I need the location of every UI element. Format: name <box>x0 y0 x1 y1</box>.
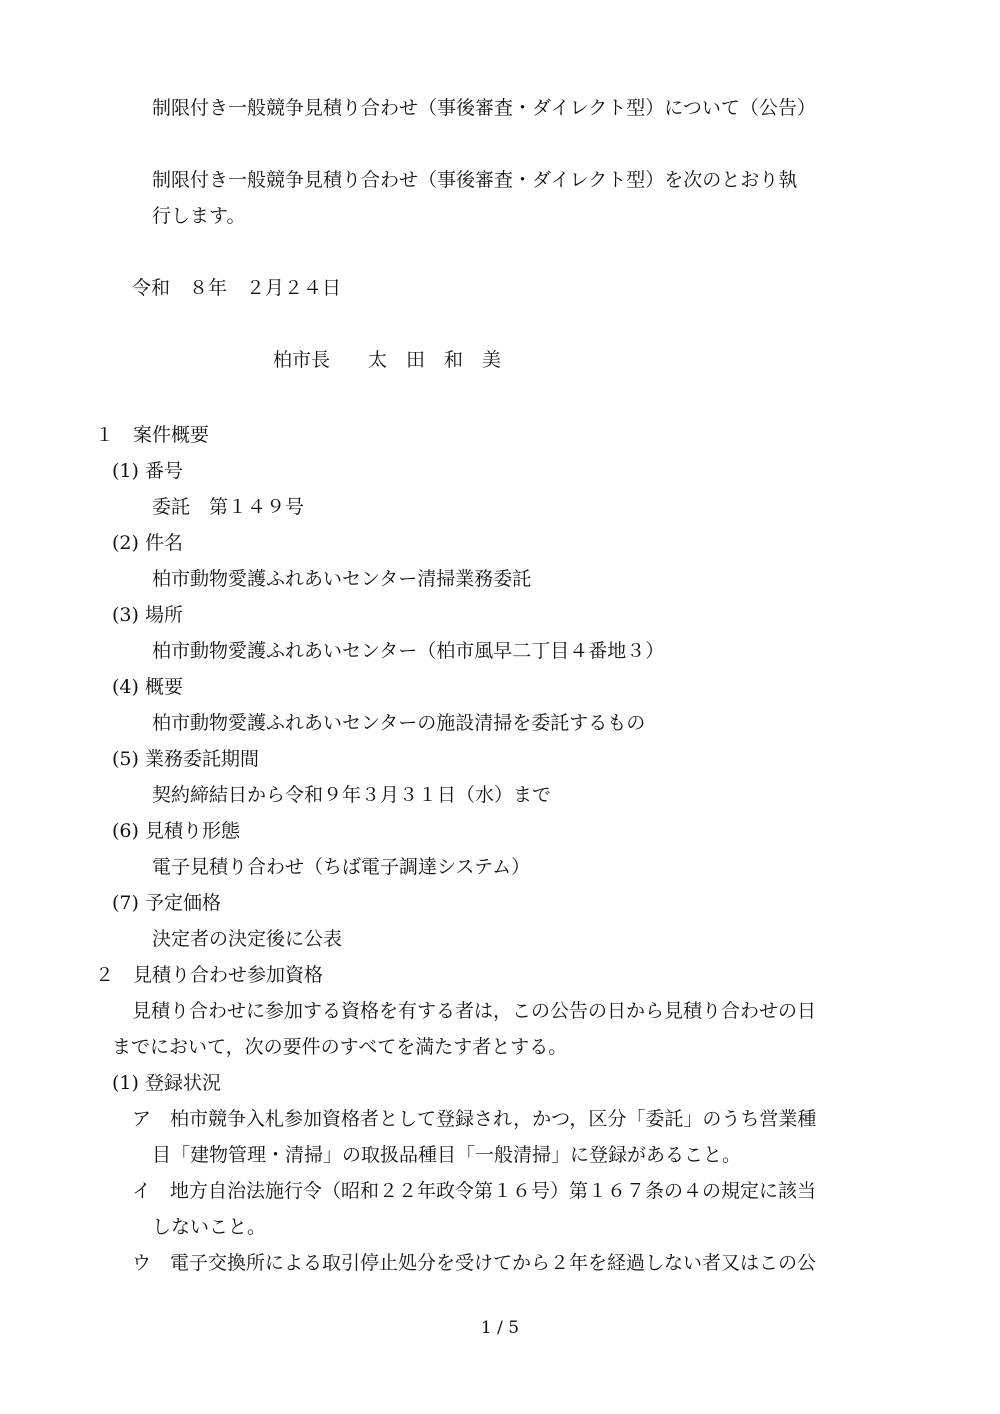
intro-line-1: 制限付き一般競争見積り合わせ（事後審査・ダイレクト型）を次のとおり執 <box>152 169 798 191</box>
item-label: (7) 予定価格 <box>112 892 221 914</box>
section-2-body-line-1: 見積り合わせに参加する資格を有する者は，この公告の日から見積り合わせの日 <box>132 1000 817 1022</box>
item-label: (5) 業務委託期間 <box>112 748 259 770</box>
item-value: 委託 第１４９号 <box>152 496 305 518</box>
item-value: 柏市動物愛護ふれあいセンター清掃業務委託 <box>152 568 532 590</box>
clause-u-line-1: ウ 電子交換所による取引停止処分を受けてから２年を経過しない者又はこの公 <box>132 1252 817 1274</box>
item-label: (1) 番号 <box>112 460 183 482</box>
section-2-body-line-2: までにおいて，次の要件のすべてを満たす者とする。 <box>112 1036 568 1058</box>
notice-title: 制限付き一般競争見積り合わせ（事後審査・ダイレクト型）について（公告） <box>152 97 816 119</box>
item-value: 柏市動物愛護ふれあいセンター（柏市風早二丁目４番地３） <box>152 640 665 662</box>
section-1-heading: １ 案件概要 <box>95 424 210 446</box>
signer: 柏市長 太 田 和 美 <box>273 349 502 371</box>
item-value: 電子見積り合わせ（ちば電子調達システム） <box>152 856 531 878</box>
clause-a-line-1: ア 柏市競争入札参加資格者として登録され，かつ，区分「委託」のうち営業種 <box>132 1108 817 1130</box>
page-number: 1 / 5 <box>480 1318 520 1338</box>
item-label: (3) 場所 <box>112 604 183 626</box>
item-label: (4) 概要 <box>112 676 183 698</box>
notice-date: 令和 ８年 ２月２４日 <box>132 277 342 299</box>
item-value: 柏市動物愛護ふれあいセンターの施設清掃を委託するもの <box>152 712 646 734</box>
section-2-heading: ２ 見積り合わせ参加資格 <box>95 964 324 986</box>
item-label: (6) 見積り形態 <box>112 820 240 842</box>
intro-line-2: 行します。 <box>152 205 246 227</box>
clause-i-line-1: イ 地方自治法施行令（昭和２２年政令第１６号）第１６７条の４の規定に該当 <box>132 1180 817 1202</box>
item-value: 契約締結日から令和９年３月３１日（水）まで <box>152 784 552 806</box>
item-value: 決定者の決定後に公表 <box>152 928 343 950</box>
clause-i-line-2: しないこと。 <box>152 1216 267 1238</box>
sub-heading-registration: (1) 登録状況 <box>112 1072 221 1094</box>
clause-a-line-2: 目「建物管理・清掃」の取扱品種目「一般清掃」に登録があること。 <box>152 1144 742 1166</box>
item-label: (2) 件名 <box>112 532 183 554</box>
